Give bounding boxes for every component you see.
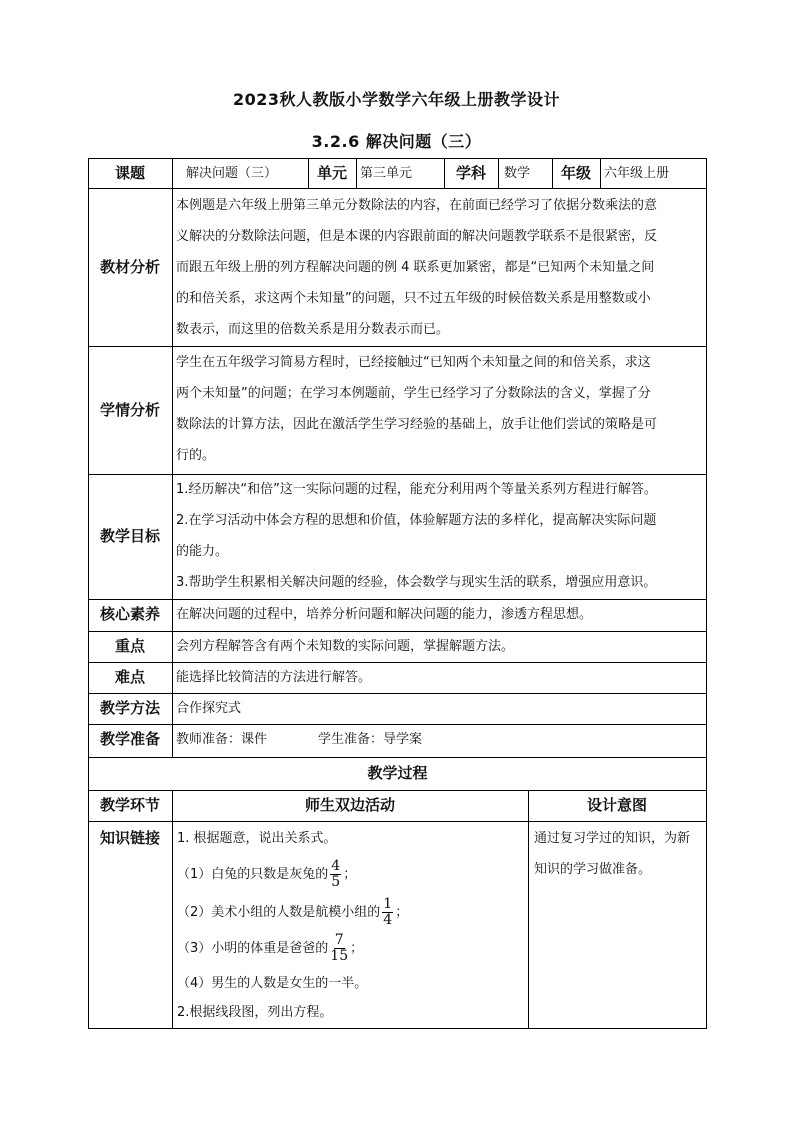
fraction: $\frac{1}{4}$ (383, 896, 393, 928)
exercise-step-2: 2.根据线段图，列出方程。 (177, 1005, 333, 1020)
paragraph-line: 通过复习学过的知识，为新 (534, 831, 691, 846)
table-border-right (706, 158, 707, 1029)
exercise-item: （1）白兔的只数是灰兔的 $\frac{4}{5}$ ； (177, 858, 357, 890)
teaching-method-text: 合作探究式 (176, 701, 242, 716)
table-border-bottom (88, 1028, 707, 1029)
topic-label: 课题 (114, 164, 145, 182)
grade-label: 年级 (560, 164, 591, 182)
key-point-label: 重点 (114, 637, 145, 655)
design-intent-text (534, 823, 706, 893)
fraction: $\frac{4}{5}$ (331, 858, 341, 890)
row-divider (88, 821, 707, 822)
paragraph-line: 两个未知量”的问题；在学习本例题前，学生已经学习了分数除法的含义，掌握了分 (176, 386, 651, 401)
core-literacy-text: 在解决问题的过程中，培养分析问题和解决问题的能力，渗透方程思想。 (176, 607, 593, 622)
paragraph-line: 学生在五年级学习简易方程时，已经接触过“已知两个未知量之间的和倍关系，求这 (176, 355, 651, 370)
lesson-title: 3.2.6 解决问题（三） (311, 132, 482, 151)
difficulty-label: 难点 (114, 668, 145, 686)
topic-value: 解决问题（三） (186, 166, 278, 181)
textbook-analysis-label: 教材分析 (99, 258, 160, 276)
exercise-item: （3）小明的体重是爸爸的 $\frac{7}{15}$ ； (177, 932, 364, 964)
teaching-process-heading: 教学过程 (367, 764, 428, 782)
paragraph-line: 2.在学习活动中体会方程的思想和价值，体验解题方法的多样化，提高解决实际问题 (176, 513, 657, 528)
paragraph-line: 数除法的计算方法，因此在激活学生学习经验的基础上，放手让他们尝试的策略是可 (176, 417, 658, 432)
lesson-plan-table (88, 158, 707, 1029)
paragraph-line: 知识的学习做准备。 (534, 862, 652, 877)
unit-label: 单元 (316, 164, 347, 182)
paragraph-line: 1.经历解决“和倍”这一实际问题的过程，能充分利用两个等量关系列方程进行解答。 (176, 482, 657, 497)
paragraph-line: 行的。 (176, 448, 216, 463)
student-prep-text: 学生准备：导学案 (318, 732, 423, 747)
grade-value: 六年级上册 (604, 166, 670, 181)
learner-analysis-label: 学情分析 (99, 401, 160, 419)
core-literacy-label: 核心素养 (99, 605, 160, 623)
difficulty-text: 能选择比较简洁的方法进行解答。 (176, 670, 372, 685)
fraction: $\frac{7}{15}$ (330, 932, 349, 964)
exercise-intro: 1. 根据题意，说出关系式。 (177, 831, 337, 846)
subject-value: 数学 (504, 166, 531, 181)
stage-knowledge-link: 知识链接 (99, 829, 160, 847)
unit-value: 第三单元 (360, 166, 413, 181)
paragraph-line: 而跟五年级上册的列方程解决问题的例 4 联系更加紧密，都是“已知两个未知量之间 (176, 260, 655, 275)
document-title: 2023秋人教版小学数学六年级上册教学设计 (232, 90, 561, 109)
intent-column-divider (528, 790, 529, 1029)
teaching-prep-label: 教学准备 (99, 730, 160, 748)
textbook-analysis-text (172, 188, 706, 346)
paragraph-line: 本例题是六年级上册第三单元分数除法的内容，在前面已经学习了依据分数乘法的意 (176, 198, 658, 213)
stage-column-divider (172, 790, 173, 1029)
teacher-prep-text: 教师准备：课件 (176, 732, 268, 747)
paragraph-line: 义解决的分数除法问题，但是本课的内容跟前面的解决问题教学联系不是很紧密，反 (176, 229, 658, 244)
intent-column-header: 设计意图 (586, 796, 647, 814)
paragraph-line: 的和倍关系，求这两个未知量”的问题，只不过五年级的时候倍数关系是用整数或小 (176, 291, 651, 306)
teaching-goals-label: 教学目标 (99, 527, 160, 545)
subject-label: 学科 (455, 164, 486, 182)
activity-column-header: 师生双边活动 (304, 796, 395, 814)
learner-analysis-text (172, 346, 706, 474)
key-point-text: 会列方程解答含有两个未知数的实际问题，掌握解题方法。 (176, 639, 515, 654)
teaching-goals-text (172, 474, 706, 599)
stage-column-header: 教学环节 (99, 796, 160, 814)
paragraph-line: 3.帮助学生积累相关解决问题的经验，体会数学与现实生活的联系，增强应用意识。 (176, 575, 657, 590)
paragraph-line: 的能力。 (176, 544, 229, 559)
paragraph-line: 数表示，而这里的倍数关系是用分数表示而已。 (176, 322, 450, 337)
exercise-item: （2）美术小组的人数是航模小组的 $\frac{1}{4}$ ； (177, 896, 409, 928)
teaching-method-label: 教学方法 (99, 699, 160, 717)
exercise-item: （4）男生的人数是女生的一半。 (177, 976, 368, 991)
